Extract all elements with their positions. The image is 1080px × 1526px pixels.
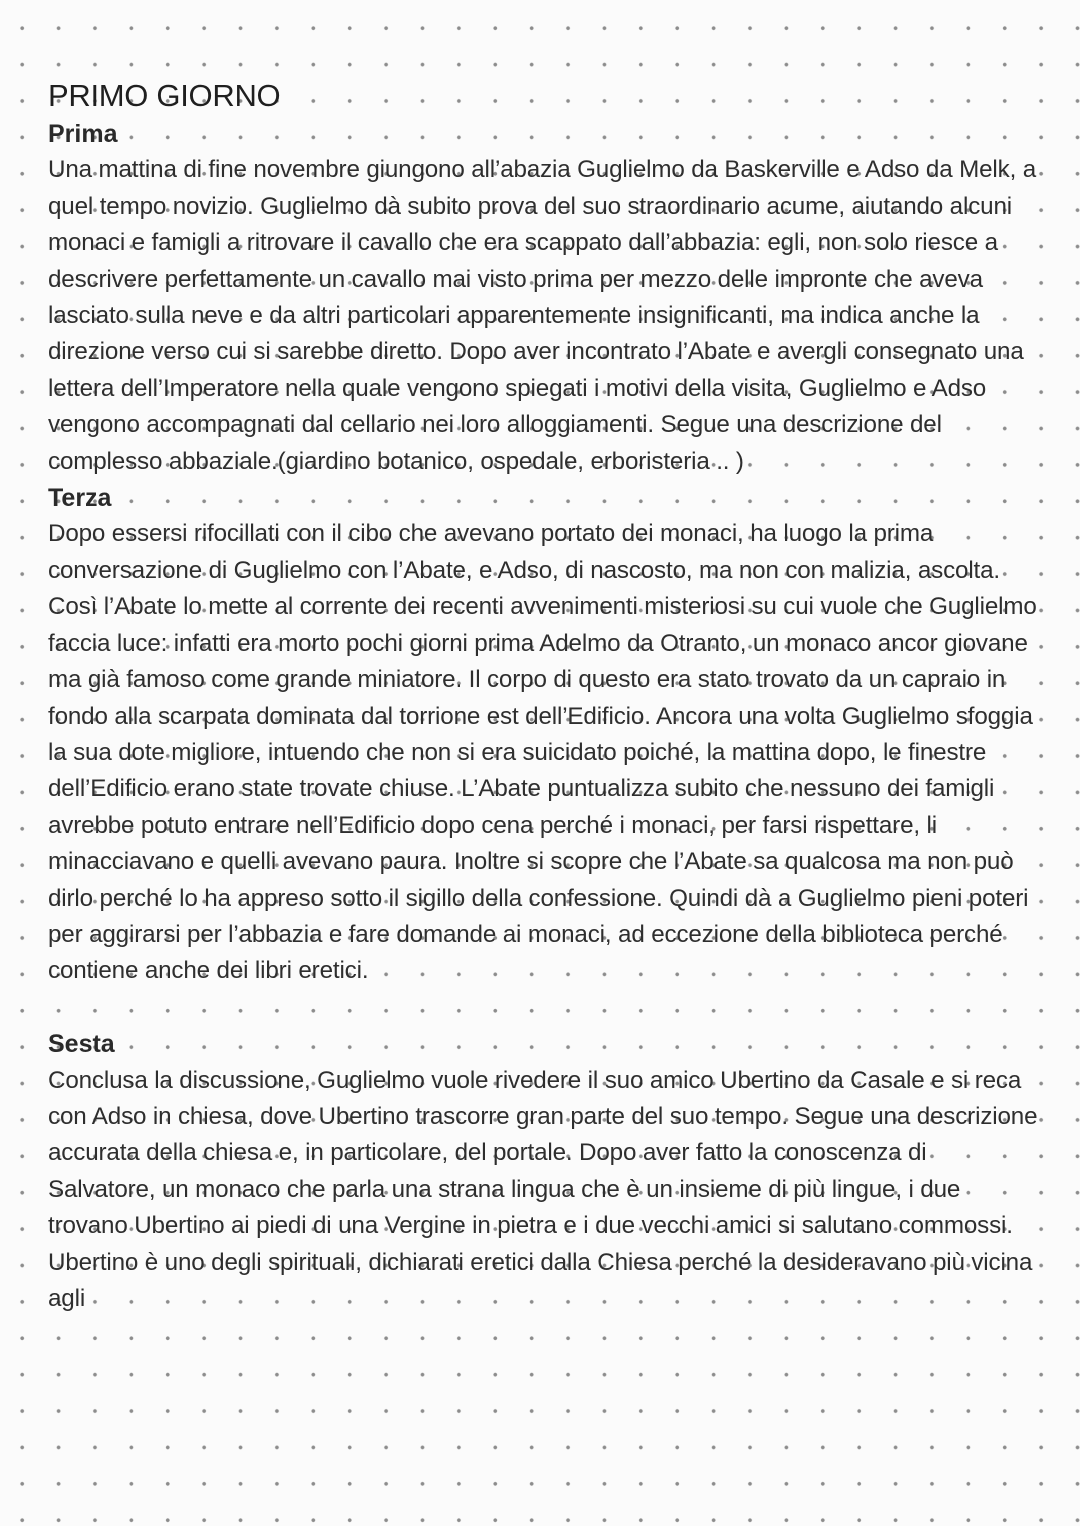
section-text-terza: Dopo essersi rifocillati con il cibo che avevano portato dei monaci, ha luogo la prima conversazione di Guglielmo con l’Abate, e Adso, di nascosto, ma non con malizia, ascolta. Così l’Abate lo mette al corrente dei recenti avvenimenti misteriosi su cui vuole che Guglielmo faccia luce: infatti era morto pochi giorni prima Adelmo da Otranto, un monaco ancor giovane ma già famoso come grande miniatore. Il corpo di questo era stato trovato da un capraio in fondo alla scarpata dominata dal torrione est dell’Edificio. Ancora una volta Guglielmo sfoggia la sua dote migliore, intuendo che non si era suicidato poiché, la mattina dopo, le finestre dell’Edificio erano state trovate chiuse. L’Abate puntualizza subito che nessuno dei famigli avrebbe potuto entrare nell’Edificio dopo cena perché i monaci, per farsi rispettare, li minacciavano e quelli avevano paura. Inoltre si scopre che l’Abate sa qualcosa ma non può dirlo perché lo ha appreso sotto il sigillo della confessione. Quindi dà a Guglielmo pieni poteri per aggirarsi per l’abbazia e fare domande ai monaci, ad eccezione della biblioteca perché contiene anche dei libri eretici.	[48, 520, 1037, 985]
section-spacer	[48, 990, 1038, 1026]
document-body	[48, 76, 1038, 1317]
page-title: PRIMO GIORNO	[48, 78, 281, 113]
section-heading-terza: Terza	[48, 484, 112, 513]
section-heading-prima: Prima	[48, 120, 118, 148]
section-text-sesta: Conclusa la discussione, Guglielmo vuole rivedere il suo amico Ubertino da Casale e si reca con Adso in chiesa, dove Ubertino trascorre gran parte del suo tempo. Segue una descrizione accurata della chiesa e, in particolare, del portale. Dopo aver fatto la conoscenza di Salvatore, un monaco che parla una strana lingua che è un insieme di più lingue, i due trovano Ubertino ai piedi di una Vergine in pietra e i due vecchi amici si salutano commossi. Ubertino è uno degli spirituali, dichiarati eretici dalla Chiesa perché la desideravano più vicina agli	[48, 1066, 1038, 1312]
section-heading-sesta: Sesta	[48, 1030, 115, 1059]
section-text-prima: Una mattina di fine novembre giungono all’abazia Guglielmo da Baskerville e Adso da Melk, a quel tempo novizio. Guglielmo dà subito prova del suo straordinario acume, aiutando alcuni monaci e famigli a ritrovare il cavallo che era scappato dall’abbazia: egli, non solo riesce a descrivere perfettamente un cavallo mai visto prima per mezzo delle impronte che aveva lasciato sulla neve e da altri particolari apparentemente insignificanti, ma indica anche la direzione verso cui si sarebbe diretto. Dopo aver incontrato l’Abate e avergli consegnato una lettera dell’Imperatore nella quale vengono spiegati i motivi della visita, Guglielmo e Adso vengono accompagnati dal cellario nei loro alloggiamenti. Segue una descrizione del complesso abbaziale.(giardino botanico, ospedale, erboristeria .. )	[48, 156, 1037, 475]
